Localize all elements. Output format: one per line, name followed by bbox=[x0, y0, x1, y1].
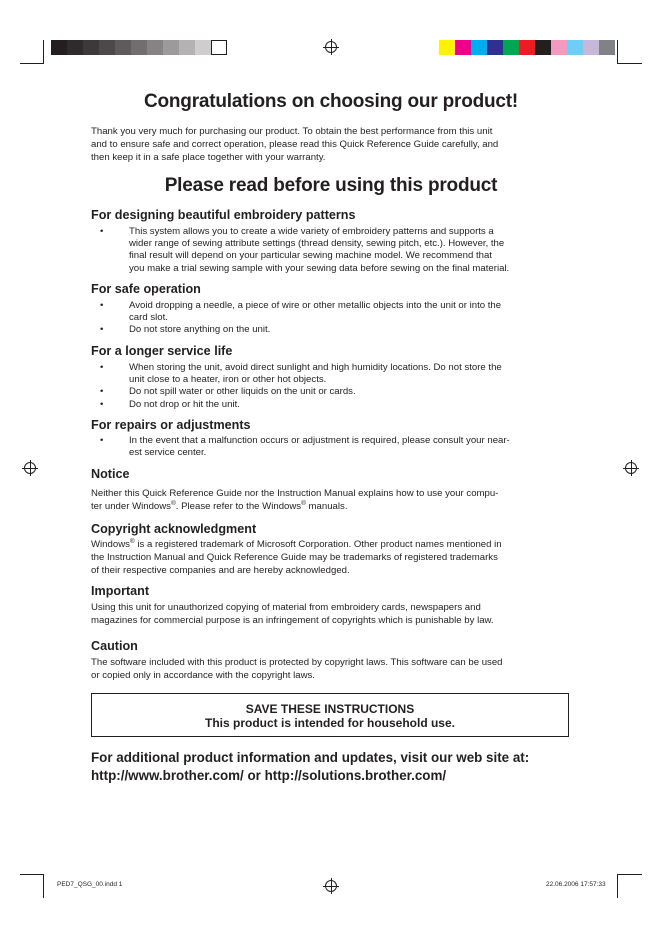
gray-swatch bbox=[131, 40, 147, 55]
gray-swatch bbox=[115, 40, 131, 55]
list-item bbox=[91, 362, 573, 386]
gray-swatch bbox=[99, 40, 115, 55]
bullet-line: • Avoid dropping a needle, a piece of wire or other metallic objects into the unit or into the bbox=[129, 300, 502, 311]
bullet-line: est service center. bbox=[129, 447, 207, 459]
gray-swatch bbox=[83, 40, 99, 55]
bullet-line: • Do not drop or hit the unit. bbox=[129, 398, 240, 410]
website-url-line: http://www.brother.com/ or http://solutions.brother.com/ bbox=[91, 768, 447, 783]
caution-paragraph bbox=[91, 656, 573, 682]
registered-mark: ® bbox=[301, 500, 306, 508]
important-line: magazines for commercial purpose is an infringement of copyrights which is punishable by law. bbox=[91, 615, 494, 627]
bullet-line: unit close to a heater, iron or other hot objects. bbox=[129, 374, 327, 386]
gray-swatch bbox=[179, 40, 195, 55]
bullet-line: • Do not spill water or other liquids on the unit or cards. bbox=[129, 386, 356, 398]
notice-line bbox=[91, 500, 573, 513]
notice-line: Neither this Quick Reference Guide nor the Instruction Manual explains how to use your compu- bbox=[91, 488, 499, 499]
intro-line: and to ensure safe and correct operation, please read this Quick Reference Guide carefully, and bbox=[91, 139, 499, 151]
section-heading-service-life: For a longer service life bbox=[91, 344, 233, 358]
gray-swatch bbox=[195, 40, 211, 55]
save-instructions-line: SAVE THESE INSTRUCTIONS bbox=[245, 702, 415, 716]
page-title: Congratulations on choosing our product! bbox=[143, 91, 519, 112]
color-swatch bbox=[503, 40, 519, 55]
registered-mark: ® bbox=[129, 538, 135, 545]
slug-date-time: 22.06.2006 17:57:33 bbox=[546, 881, 606, 888]
gray-swatch bbox=[67, 40, 83, 55]
household-use-line: This product is intended for household use. bbox=[204, 716, 455, 730]
color-swatch bbox=[455, 40, 471, 55]
list-item bbox=[91, 300, 573, 324]
color-swatch bbox=[567, 40, 583, 55]
registration-mark-right bbox=[625, 462, 637, 474]
section-heading-copyright: Copyright acknowledgment bbox=[91, 522, 257, 536]
intro-line: then keep it in a safe place together with your warranty. bbox=[91, 152, 326, 164]
page-subtitle: Please read before using this product bbox=[164, 175, 498, 196]
bullet-line: • This system allows you to create a wide variety of embroidery patterns and supports a bbox=[129, 226, 494, 237]
website-info bbox=[91, 749, 529, 785]
website-info-line: For additional product information and updates, visit our web site at: bbox=[91, 750, 530, 765]
bullet-line: • In the event that a malfunction occurs or adjustment is required, please consult your near- bbox=[129, 435, 510, 446]
section-heading-repairs: For repairs or adjustments bbox=[91, 418, 251, 432]
notice-text: . Please refer to the Windows bbox=[175, 501, 302, 513]
color-swatch bbox=[535, 40, 551, 55]
bullet-line: wider range of sewing attribute settings (thread density, sewing pitch, etc.). However, the bbox=[129, 238, 505, 250]
process-color-bar bbox=[439, 40, 615, 55]
intro-paragraph bbox=[91, 125, 573, 165]
bullet-line: • When storing the unit, avoid direct sunlight and high humidity locations. Do not store the bbox=[129, 362, 502, 373]
service-life-bullet-list bbox=[91, 362, 573, 411]
gray-swatch bbox=[147, 40, 163, 55]
color-swatch bbox=[583, 40, 599, 55]
color-swatch bbox=[487, 40, 503, 55]
registration-mark-bottom bbox=[325, 880, 337, 892]
section-heading-notice: Notice bbox=[91, 467, 130, 481]
copyright-line: the Instruction Manual and Quick Reference Guide may be trademarks of registered trademarks bbox=[91, 552, 498, 564]
notice-paragraph bbox=[91, 487, 573, 513]
important-paragraph bbox=[91, 601, 573, 627]
section-heading-safe-operation: For safe operation bbox=[91, 282, 201, 296]
important-line: Using this unit for unauthorized copying of material from embroidery cards, newspapers and bbox=[91, 602, 481, 613]
copyright-line: of their respective companies and are hereby acknowledged. bbox=[91, 565, 350, 577]
color-swatch bbox=[439, 40, 455, 55]
color-swatch bbox=[471, 40, 487, 55]
copyright-line bbox=[91, 538, 573, 551]
save-instructions-box bbox=[91, 693, 569, 737]
color-swatch bbox=[551, 40, 567, 55]
intro-line: Thank you very much for purchasing our product. To obtain the best performance from this unit bbox=[91, 126, 493, 137]
slug-file-name: PED7_QSG_00.indd 1 bbox=[57, 881, 123, 888]
section-heading-embroidery: For designing beautiful embroidery patterns bbox=[91, 208, 356, 222]
bullet-line: • Do not store anything on the unit. bbox=[129, 324, 271, 336]
copyright-paragraph bbox=[91, 538, 573, 578]
list-item bbox=[91, 226, 573, 275]
bullet-line: card slot. bbox=[129, 312, 168, 324]
section-heading-caution: Caution bbox=[91, 639, 138, 653]
notice-text: manuals. bbox=[305, 501, 348, 513]
copyright-text: Windows bbox=[91, 539, 130, 550]
registration-mark-left bbox=[24, 462, 36, 474]
list-item bbox=[91, 435, 573, 459]
embroidery-bullet-list bbox=[91, 226, 573, 275]
gray-swatch bbox=[163, 40, 179, 55]
grayscale-color-bar bbox=[51, 40, 227, 55]
repairs-bullet-list bbox=[91, 435, 573, 459]
bullet-line: final result will depend on your particular sewing machine model. We recommend that bbox=[129, 250, 492, 262]
color-swatch bbox=[519, 40, 535, 55]
safe-operation-bullet-list bbox=[91, 300, 573, 337]
notice-text: ter under Windows bbox=[91, 501, 171, 513]
section-heading-important: Important bbox=[91, 584, 150, 598]
list-item bbox=[91, 324, 573, 336]
list-item bbox=[91, 399, 573, 411]
color-swatch bbox=[599, 40, 615, 55]
caution-line: or copied only in accordance with the copyright laws. bbox=[91, 670, 315, 682]
copyright-text: is a registered trademark of Microsoft Corporation. Other product names mentioned in bbox=[134, 539, 502, 550]
caution-line: The software included with this product is protected by copyright laws. This software can be used bbox=[91, 657, 503, 668]
gray-swatch bbox=[211, 40, 227, 55]
list-item bbox=[91, 386, 573, 398]
gray-swatch bbox=[51, 40, 67, 55]
registration-mark-top bbox=[325, 41, 337, 53]
bullet-line: you make a trial sewing sample with your sewing data before sewing on the final material. bbox=[129, 262, 510, 274]
registered-mark: ® bbox=[170, 500, 176, 508]
